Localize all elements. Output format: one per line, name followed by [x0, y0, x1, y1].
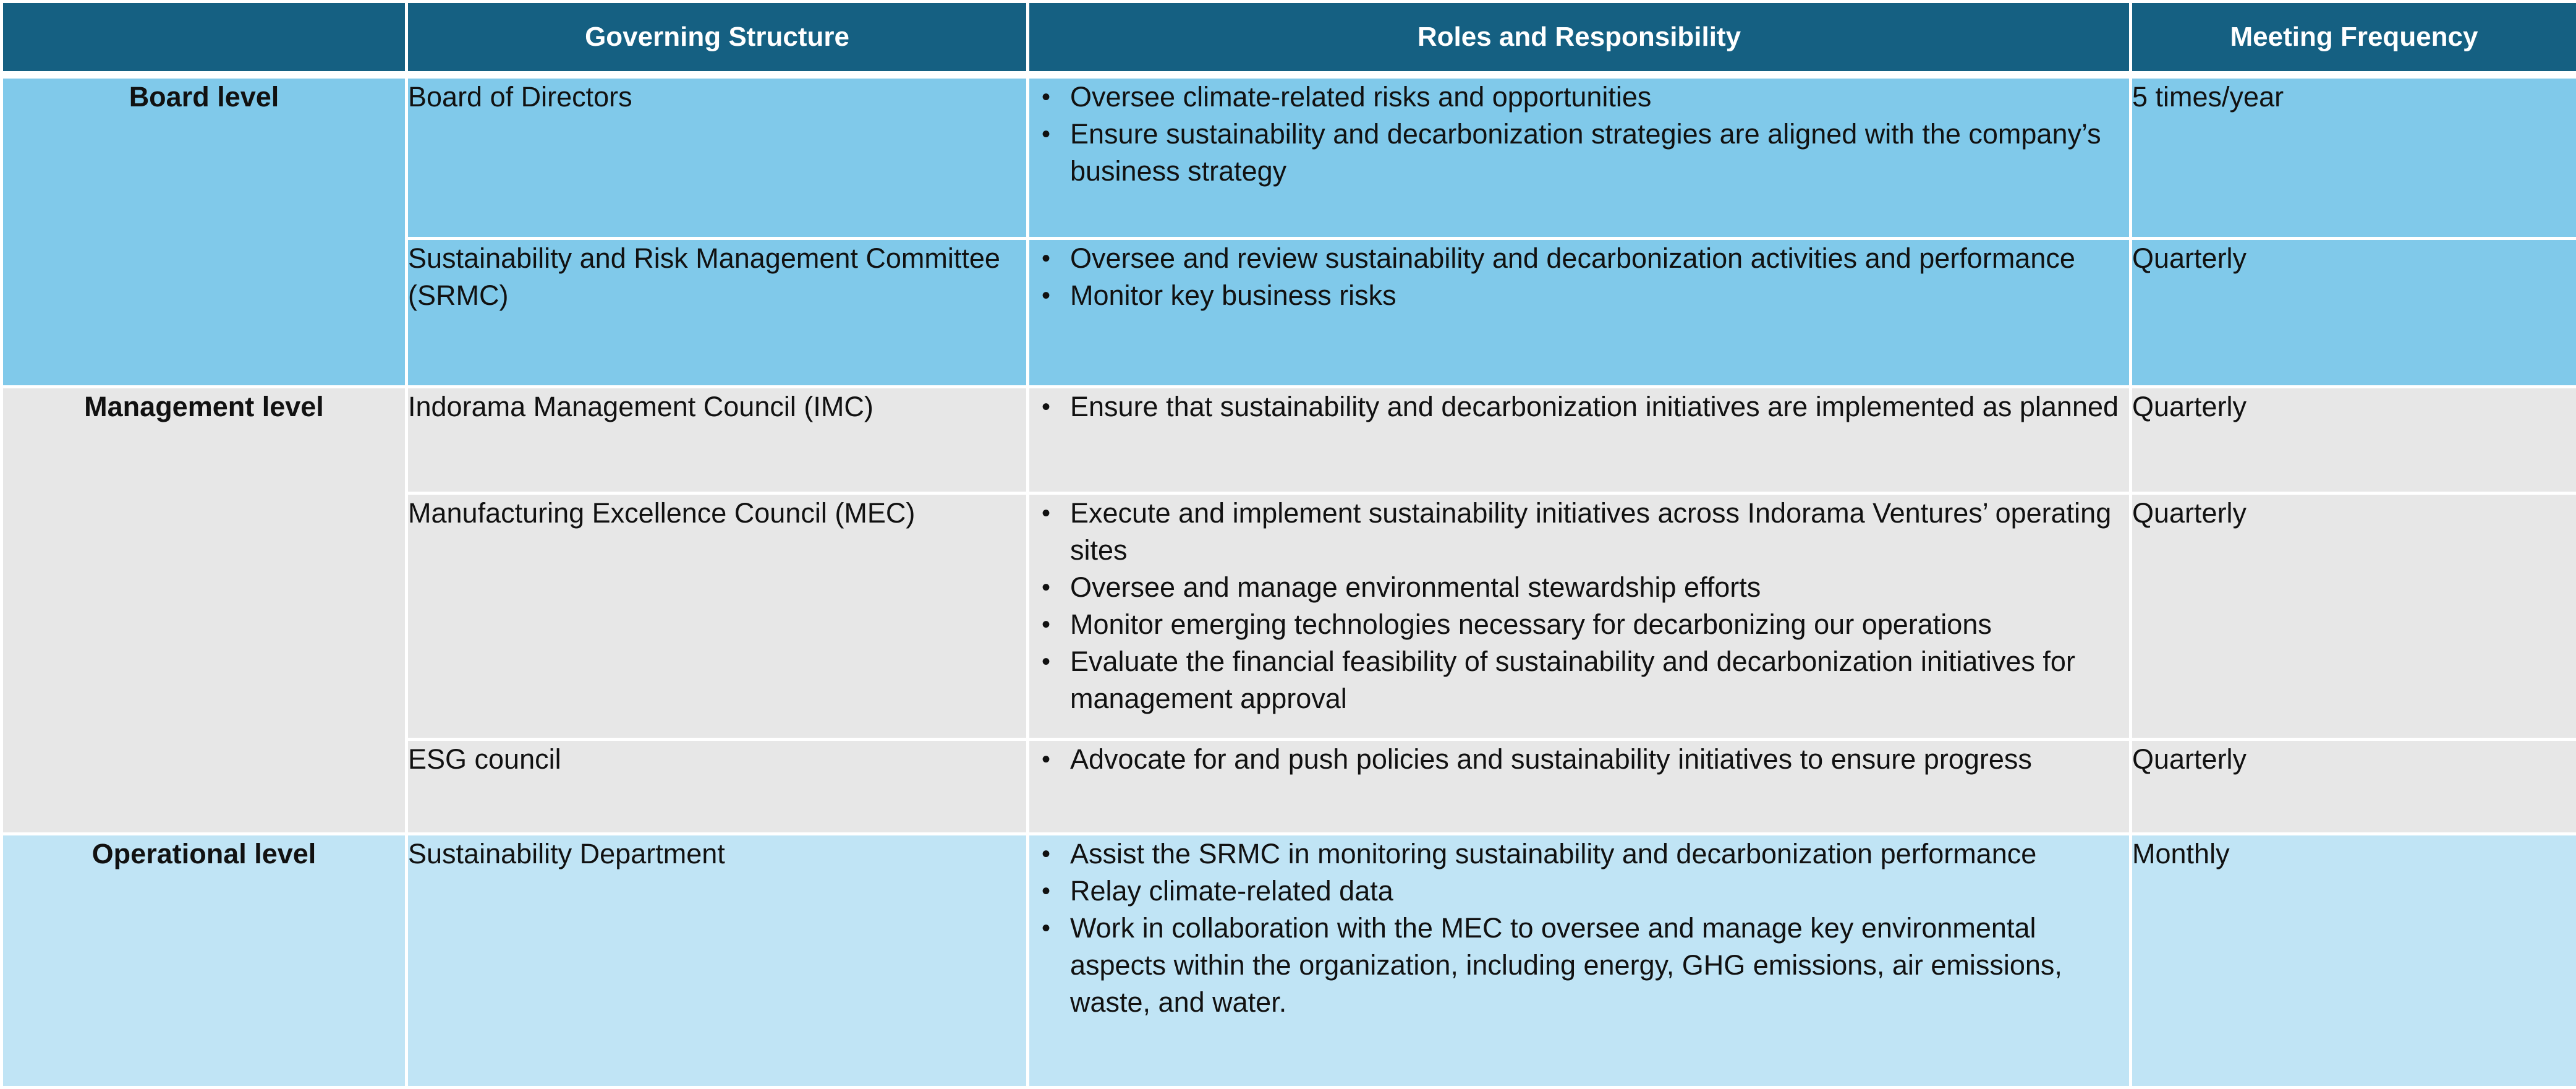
list-item: • Ensure sustainability and decarbonization strategies are aligned with the company’s business strategy: [1029, 116, 2129, 190]
roles-cell: [1028, 239, 2131, 387]
bullet-icon: •: [1042, 569, 1050, 606]
roles-cell: [1028, 834, 2131, 1088]
roles-list: [1029, 741, 2129, 778]
structure-cell: Indorama Management Council (IMC): [407, 387, 1028, 493]
frequency-cell: Quarterly: [2131, 740, 2576, 834]
structure-cell: ESG council: [407, 740, 1028, 834]
bullet-icon: •: [1042, 495, 1050, 532]
structure-cell: Board of Directors: [407, 75, 1028, 239]
list-item: • Assist the SRMC in monitoring sustainability and decarbonization performance: [1029, 835, 2129, 873]
bullet-icon: •: [1042, 741, 1050, 778]
roles-cell: [1028, 387, 2131, 493]
level-operational: Operational level: [2, 834, 407, 1088]
level-management: Management level: [2, 387, 407, 834]
list-item: • Relay climate-related data: [1029, 873, 2129, 910]
header-level: [2, 2, 407, 75]
table-row: [2, 834, 2576, 1088]
roles-cell: [1028, 740, 2131, 834]
bullet-icon: •: [1042, 606, 1050, 643]
header-governing-structure: Governing Structure: [407, 2, 1028, 75]
bullet-icon: •: [1042, 873, 1050, 910]
bullet-icon: •: [1042, 240, 1050, 277]
bullet-icon: •: [1042, 643, 1050, 680]
list-item: • Monitor key business risks: [1029, 277, 2129, 314]
roles-cell: [1028, 493, 2131, 740]
list-item: • Monitor emerging technologies necessary for decarbonizing our operations: [1029, 606, 2129, 643]
list-item: • Advocate for and push policies and sustainability initiatives to ensure progress: [1029, 741, 2129, 778]
structure-cell: Sustainability and Risk Management Committee (SRMC): [407, 239, 1028, 387]
list-item: • Oversee climate-related risks and opportunities: [1029, 79, 2129, 116]
list-item: • Oversee and review sustainability and decarbonization activities and performance: [1029, 240, 2129, 277]
bullet-icon: •: [1042, 388, 1050, 425]
bullet-icon: •: [1042, 79, 1050, 116]
level-board: Board level: [2, 75, 407, 387]
frequency-cell: 5 times/year: [2131, 75, 2576, 239]
list-item: • Work in collaboration with the MEC to oversee and manage key environmental aspects within the organization, including energy, GHG emissions, air emissions, waste, and water.: [1029, 910, 2129, 1021]
bullet-icon: •: [1042, 277, 1050, 314]
bullet-icon: •: [1042, 116, 1050, 153]
structure-cell: Manufacturing Excellence Council (MEC): [407, 493, 1028, 740]
roles-list: [1029, 388, 2129, 425]
list-item: • Oversee and manage environmental stewardship efforts: [1029, 569, 2129, 606]
header-row: [2, 2, 2576, 75]
frequency-cell: Monthly: [2131, 834, 2576, 1088]
frequency-cell: Quarterly: [2131, 493, 2576, 740]
roles-list: [1029, 835, 2129, 1021]
list-item: • Ensure that sustainability and decarbonization initiatives are implemented as planned: [1029, 388, 2129, 425]
list-item: • Evaluate the financial feasibility of sustainability and decarbonization initiatives for management approval: [1029, 643, 2129, 717]
header-meeting-frequency: Meeting Frequency: [2131, 2, 2576, 75]
table-row: [2, 75, 2576, 239]
roles-list: [1029, 79, 2129, 190]
roles-list: [1029, 495, 2129, 717]
frequency-cell: Quarterly: [2131, 387, 2576, 493]
bullet-icon: •: [1042, 910, 1050, 947]
roles-list: [1029, 240, 2129, 314]
list-item: • Execute and implement sustainability initiatives across Indorama Ventures’ operating sites: [1029, 495, 2129, 569]
frequency-cell: Quarterly: [2131, 239, 2576, 387]
header-roles-and-responsibility: Roles and Responsibility: [1028, 2, 2131, 75]
table-row: [2, 387, 2576, 493]
bullet-icon: •: [1042, 835, 1050, 873]
structure-cell: Sustainability Department: [407, 834, 1028, 1088]
roles-cell: [1028, 75, 2131, 239]
